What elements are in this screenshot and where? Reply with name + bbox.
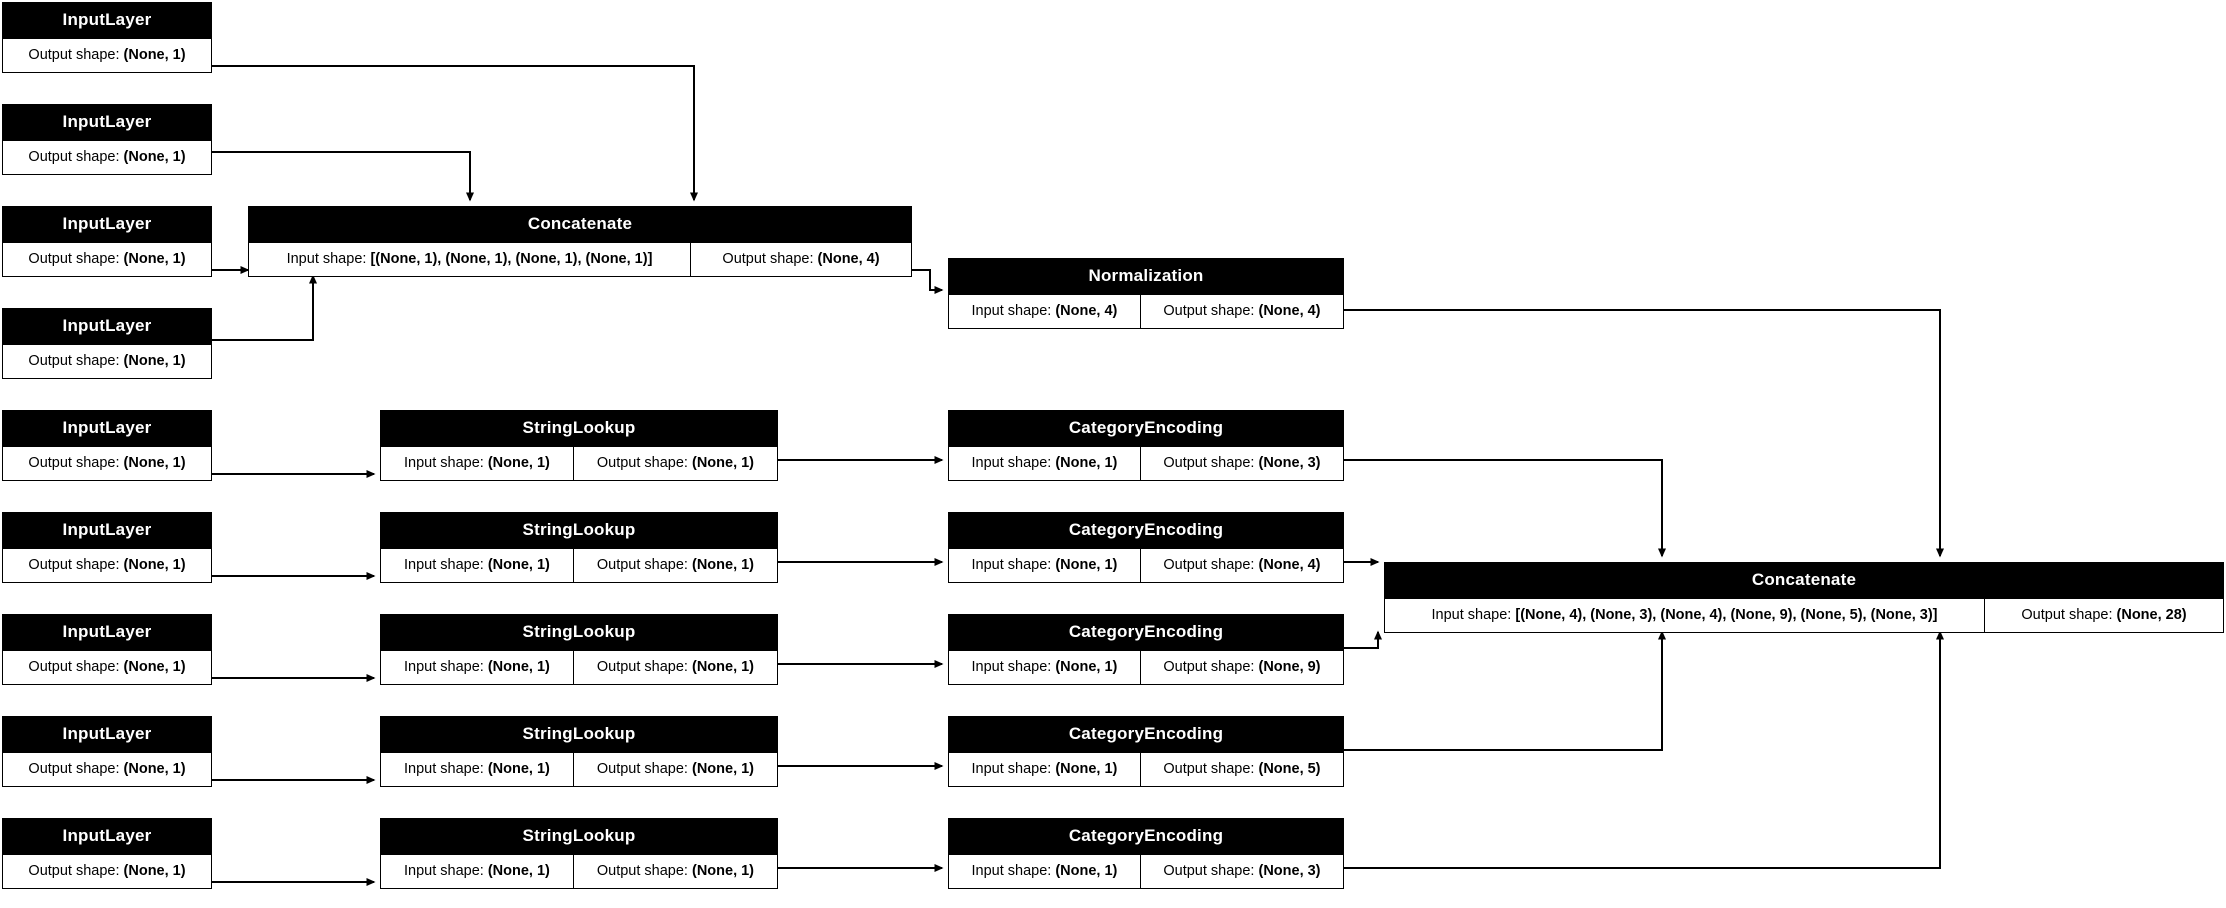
cell-label: Output shape: xyxy=(1163,557,1255,573)
cell-label: Output shape: xyxy=(28,659,120,675)
cell-label: Output shape: xyxy=(722,251,814,267)
node-title: InputLayer xyxy=(3,105,211,140)
node-cell xyxy=(949,549,1140,582)
node-title: InputLayer xyxy=(3,411,211,446)
cell-label: Output shape: xyxy=(1163,659,1255,675)
node-title: CategoryEncoding xyxy=(949,819,1343,854)
cell-value: (None, 1) xyxy=(1055,761,1118,777)
node-title: StringLookup xyxy=(381,411,777,446)
node-cell xyxy=(3,39,211,72)
node-body xyxy=(949,294,1343,328)
cell-value: [(None, 1), (None, 1), (None, 1), (None, 1)] xyxy=(370,251,653,267)
node-inputlayer[interactable] xyxy=(2,2,212,73)
node-inputlayer[interactable] xyxy=(2,614,212,685)
node-cell xyxy=(949,295,1140,328)
node-title: InputLayer xyxy=(3,309,211,344)
cell-label: Input shape: xyxy=(286,251,367,267)
node-cell xyxy=(1984,599,2223,632)
node-cell xyxy=(949,447,1140,480)
node-title: InputLayer xyxy=(3,513,211,548)
node-inputlayer[interactable] xyxy=(2,716,212,787)
cell-value: (None, 4) xyxy=(1258,557,1321,573)
node-concatenate-final[interactable] xyxy=(1384,562,2224,633)
node-body xyxy=(3,548,211,582)
cell-label: Input shape: xyxy=(403,557,484,573)
node-body xyxy=(949,548,1343,582)
cell-value: (None, 1) xyxy=(691,863,755,879)
node-title: InputLayer xyxy=(3,615,211,650)
cell-label: Input shape: xyxy=(403,863,484,879)
node-categoryencoding[interactable] xyxy=(948,512,1344,583)
node-title: Concatenate xyxy=(1385,563,2223,598)
cell-label: Input shape: xyxy=(971,659,1052,675)
node-body xyxy=(249,242,911,276)
cell-value: (None, 1) xyxy=(487,455,550,471)
node-inputlayer[interactable] xyxy=(2,308,212,379)
cell-value: (None, 1) xyxy=(1055,863,1118,879)
node-title: StringLookup xyxy=(381,717,777,752)
node-cell xyxy=(949,855,1140,888)
node-cell xyxy=(690,243,911,276)
node-title: InputLayer xyxy=(3,717,211,752)
node-title: Concatenate xyxy=(249,207,911,242)
node-body xyxy=(381,752,777,786)
node-cell xyxy=(573,753,777,786)
node-stringlookup[interactable] xyxy=(380,614,778,685)
node-cell xyxy=(3,447,211,480)
node-body xyxy=(949,854,1343,888)
cell-value: (None, 1) xyxy=(123,659,186,675)
cell-label: Input shape: xyxy=(971,557,1052,573)
node-cell xyxy=(381,753,573,786)
cell-value: (None, 1) xyxy=(1055,455,1118,471)
cell-value: (None, 1) xyxy=(691,455,755,471)
node-cell xyxy=(573,651,777,684)
node-cell xyxy=(3,855,211,888)
node-body xyxy=(3,854,211,888)
cell-label: Output shape: xyxy=(28,149,120,165)
node-body xyxy=(381,854,777,888)
cell-label: Output shape: xyxy=(28,47,120,63)
cell-label: Output shape: xyxy=(1163,303,1255,319)
node-cell xyxy=(1140,753,1343,786)
cell-label: Output shape: xyxy=(596,455,688,471)
node-stringlookup[interactable] xyxy=(380,716,778,787)
node-cell xyxy=(1140,549,1343,582)
node-cell xyxy=(3,345,211,378)
cell-value: (None, 1) xyxy=(123,149,186,165)
node-cell xyxy=(381,651,573,684)
node-title: InputLayer xyxy=(3,3,211,38)
node-body xyxy=(949,650,1343,684)
node-cell xyxy=(1140,855,1343,888)
cell-value: (None, 1) xyxy=(123,455,186,471)
node-cell xyxy=(1140,447,1343,480)
node-inputlayer[interactable] xyxy=(2,206,212,277)
node-categoryencoding[interactable] xyxy=(948,410,1344,481)
cell-value: (None, 1) xyxy=(487,557,550,573)
cell-label: Output shape: xyxy=(1163,761,1255,777)
cell-value: (None, 1) xyxy=(123,47,186,63)
cell-label: Output shape: xyxy=(28,863,120,879)
cell-label: Output shape: xyxy=(1163,455,1255,471)
node-body xyxy=(3,344,211,378)
node-cell xyxy=(573,447,777,480)
node-cell xyxy=(3,549,211,582)
node-cell xyxy=(573,855,777,888)
node-cell xyxy=(1140,295,1343,328)
cell-label: Input shape: xyxy=(1431,607,1512,623)
node-inputlayer[interactable] xyxy=(2,104,212,175)
node-cell xyxy=(381,855,573,888)
node-cell xyxy=(949,651,1140,684)
cell-label: Output shape: xyxy=(28,251,120,267)
node-cell xyxy=(381,447,573,480)
cell-label: Input shape: xyxy=(971,455,1052,471)
cell-value: (None, 1) xyxy=(123,557,186,573)
cell-value: (None, 1) xyxy=(1055,659,1118,675)
node-title: StringLookup xyxy=(381,819,777,854)
cell-label: Output shape: xyxy=(28,455,120,471)
cell-label: Input shape: xyxy=(971,863,1052,879)
node-cell xyxy=(1140,651,1343,684)
node-concatenate[interactable] xyxy=(248,206,912,277)
cell-label: Output shape: xyxy=(596,659,688,675)
cell-label: Output shape: xyxy=(28,353,120,369)
cell-value: (None, 4) xyxy=(817,251,880,267)
cell-value: (None, 5) xyxy=(1258,761,1321,777)
cell-value: (None, 1) xyxy=(691,761,755,777)
node-cell xyxy=(1385,599,1984,632)
cell-label: Input shape: xyxy=(403,659,484,675)
node-categoryencoding[interactable] xyxy=(948,716,1344,787)
node-body xyxy=(3,752,211,786)
node-cell xyxy=(3,753,211,786)
cell-value: (None, 9) xyxy=(1258,659,1321,675)
cell-value: [(None, 4), (None, 3), (None, 4), (None, 9), (None, 5), (None, 3)] xyxy=(1515,607,1938,623)
cell-value: (None, 1) xyxy=(123,353,186,369)
node-body xyxy=(949,446,1343,480)
node-title: Normalization xyxy=(949,259,1343,294)
node-body xyxy=(949,752,1343,786)
node-title: CategoryEncoding xyxy=(949,717,1343,752)
cell-label: Output shape: xyxy=(1163,863,1255,879)
node-inputlayer[interactable] xyxy=(2,512,212,583)
cell-label: Input shape: xyxy=(403,455,484,471)
node-categoryencoding[interactable] xyxy=(948,614,1344,685)
cell-value: (None, 1) xyxy=(123,863,186,879)
node-stringlookup[interactable] xyxy=(380,818,778,889)
node-body xyxy=(3,38,211,72)
node-title: CategoryEncoding xyxy=(949,513,1343,548)
cell-value: (None, 3) xyxy=(1258,455,1321,471)
node-title: CategoryEncoding xyxy=(949,615,1343,650)
node-inputlayer[interactable] xyxy=(2,818,212,889)
cell-value: (None, 1) xyxy=(123,251,186,267)
cell-value: (None, 1) xyxy=(691,557,755,573)
node-body xyxy=(3,446,211,480)
cell-value: (None, 1) xyxy=(487,761,550,777)
node-normalization[interactable] xyxy=(948,258,1344,329)
node-categoryencoding[interactable] xyxy=(948,818,1344,889)
cell-value: (None, 4) xyxy=(1258,303,1321,319)
node-body xyxy=(3,242,211,276)
cell-label: Output shape: xyxy=(596,761,688,777)
cell-value: (None, 1) xyxy=(487,863,550,879)
cell-value: (None, 1) xyxy=(123,761,186,777)
node-title: InputLayer xyxy=(3,207,211,242)
node-stringlookup[interactable] xyxy=(380,410,778,481)
cell-value: (None, 1) xyxy=(1055,557,1118,573)
cell-label: Output shape: xyxy=(28,761,120,777)
cell-label: Input shape: xyxy=(403,761,484,777)
node-inputlayer[interactable] xyxy=(2,410,212,481)
cell-label: Input shape: xyxy=(971,303,1052,319)
node-body xyxy=(1385,598,2223,632)
node-body xyxy=(381,650,777,684)
node-cell xyxy=(249,243,690,276)
node-title: CategoryEncoding xyxy=(949,411,1343,446)
cell-value: (None, 1) xyxy=(487,659,550,675)
node-cell xyxy=(3,651,211,684)
node-cell xyxy=(3,141,211,174)
node-body xyxy=(381,548,777,582)
cell-value: (None, 4) xyxy=(1055,303,1118,319)
node-body xyxy=(3,140,211,174)
cell-label: Input shape: xyxy=(971,761,1052,777)
node-stringlookup[interactable] xyxy=(380,512,778,583)
node-title: StringLookup xyxy=(381,513,777,548)
node-cell xyxy=(381,549,573,582)
cell-value: (None, 1) xyxy=(691,659,755,675)
node-cell xyxy=(3,243,211,276)
cell-label: Output shape: xyxy=(596,557,688,573)
cell-value: (None, 28) xyxy=(2116,607,2187,623)
cell-label: Output shape: xyxy=(28,557,120,573)
node-cell xyxy=(573,549,777,582)
node-cell xyxy=(949,753,1140,786)
node-body xyxy=(381,446,777,480)
node-title: InputLayer xyxy=(3,819,211,854)
node-body xyxy=(3,650,211,684)
cell-value: (None, 3) xyxy=(1258,863,1321,879)
node-title: StringLookup xyxy=(381,615,777,650)
cell-label: Output shape: xyxy=(2021,607,2113,623)
cell-label: Output shape: xyxy=(596,863,688,879)
